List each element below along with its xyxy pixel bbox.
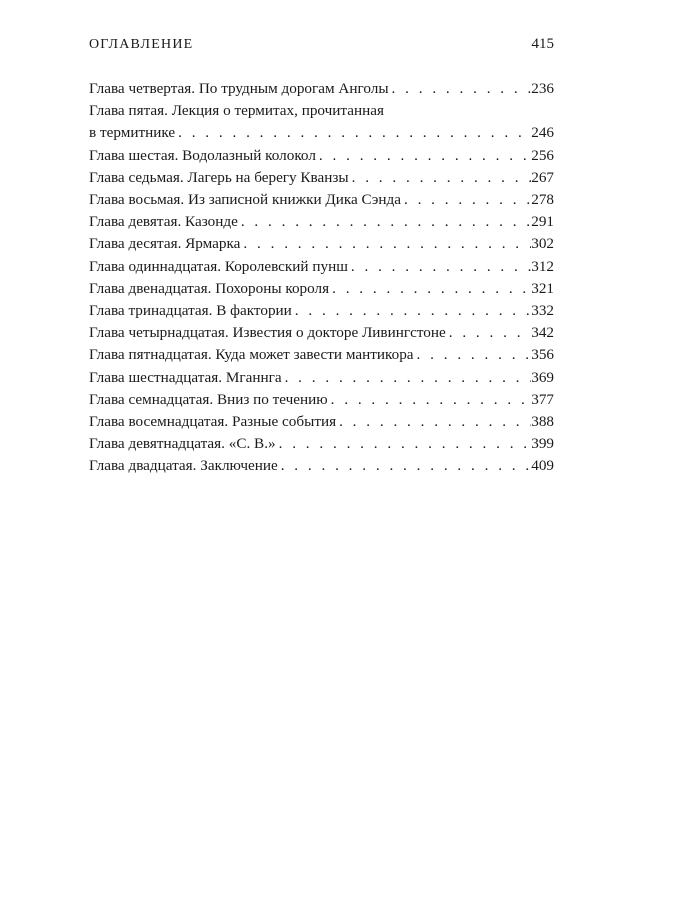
dot-leader bbox=[292, 300, 531, 322]
toc-entry bbox=[89, 344, 554, 366]
dot-leader bbox=[240, 233, 531, 255]
toc-entry-title: Глава одиннадцатая. Королевский пунш bbox=[89, 257, 348, 275]
dot-leader bbox=[238, 211, 531, 233]
toc-entry-title: Глава восемнадцатая. Разные события bbox=[89, 413, 337, 431]
dot-leader bbox=[348, 256, 531, 278]
toc-entry-title: Глава четырнадцатая. Известия о докторе Ливингстоне bbox=[89, 324, 446, 342]
toc-entry bbox=[89, 100, 554, 144]
toc-entry bbox=[89, 233, 554, 255]
toc-entry-page: 236 bbox=[531, 80, 554, 97]
toc-entry bbox=[89, 189, 554, 211]
page-number: 415 bbox=[531, 36, 554, 52]
dot-leader bbox=[401, 189, 531, 211]
toc-entry bbox=[89, 145, 554, 167]
dot-leader bbox=[389, 78, 532, 100]
toc-entry-page: 388 bbox=[531, 413, 554, 431]
toc-entry-page: 321 bbox=[531, 279, 554, 297]
toc-entry-page: 377 bbox=[531, 390, 554, 408]
toc-entry-title: Глава девятнадцатая. «С. В.» bbox=[89, 435, 276, 453]
toc-entry-page: 399 bbox=[531, 435, 554, 453]
toc-entry bbox=[89, 389, 554, 411]
toc-entry bbox=[89, 300, 554, 322]
toc-entry bbox=[89, 322, 554, 344]
toc-entry-title-line2: в термитнике bbox=[89, 124, 176, 142]
toc-entry bbox=[89, 167, 554, 189]
dot-leader bbox=[336, 411, 531, 433]
toc-entry-page: 291 bbox=[531, 213, 554, 231]
toc-entry-page: 246 bbox=[531, 124, 554, 142]
toc-entry-title: Глава шестая. Водолазный колокол bbox=[89, 146, 316, 164]
toc-entry-title: Глава восьмая. Из записной книжки Дика Сэнда bbox=[89, 191, 401, 209]
toc-entry-title: Глава девятая. Казонде bbox=[89, 213, 238, 231]
dot-leader bbox=[414, 344, 532, 366]
toc-entry-page: 312 bbox=[531, 257, 554, 275]
toc-entry bbox=[89, 367, 554, 389]
dot-leader bbox=[175, 122, 531, 144]
toc-entry-page: 409 bbox=[531, 457, 554, 475]
dot-leader bbox=[278, 455, 532, 477]
toc-entry bbox=[89, 78, 554, 100]
toc-entry-title: Глава тринадцатая. В фактории bbox=[89, 302, 292, 320]
toc-entry-title: Глава десятая. Ярмарка bbox=[89, 235, 241, 253]
toc-entry bbox=[89, 411, 554, 433]
toc-entry bbox=[89, 278, 554, 300]
toc-entry-title: Глава четвертая. По трудным дорогам Анголы bbox=[89, 80, 389, 97]
page-header bbox=[89, 36, 554, 60]
section-title: ОГЛАВЛЕНИЕ bbox=[89, 37, 194, 52]
dot-leader bbox=[349, 167, 532, 189]
dot-leader bbox=[328, 389, 532, 411]
toc-entry-title: Глава семнадцатая. Вниз по течению bbox=[89, 390, 328, 408]
toc-entry bbox=[89, 455, 554, 477]
toc-entry bbox=[89, 256, 554, 278]
toc-entry-title: Глава шестнадцатая. Мганнга bbox=[89, 368, 282, 386]
toc-entry-title: Глава седьмая. Лагерь на берегу Кванзы bbox=[89, 168, 349, 186]
toc-entry-page: 369 bbox=[531, 368, 554, 386]
dot-leader bbox=[282, 367, 532, 389]
toc-entry-title: Глава двенадцатая. Похороны короля bbox=[89, 279, 330, 297]
toc-entry-page: 332 bbox=[531, 302, 554, 320]
toc-entry-page: 302 bbox=[531, 235, 554, 253]
toc-entry-title-line1: Глава пятая. Лекция о термитах, прочитанная bbox=[89, 102, 384, 120]
toc-entry-page: 356 bbox=[531, 346, 554, 364]
dot-leader bbox=[276, 433, 532, 455]
dot-leader bbox=[446, 322, 531, 344]
dot-leader bbox=[329, 278, 531, 300]
toc-entry bbox=[89, 211, 554, 233]
toc-entry bbox=[89, 433, 554, 455]
toc-entry-page: 256 bbox=[531, 146, 554, 164]
toc-entry-title: Глава пятнадцатая. Куда может завести мантикора bbox=[89, 346, 414, 364]
table-of-contents bbox=[89, 78, 554, 478]
toc-entry-title: Глава двадцатая. Заключение bbox=[89, 457, 278, 475]
toc-entry-page: 267 bbox=[531, 168, 554, 186]
dot-leader bbox=[316, 145, 531, 167]
toc-entry-page: 278 bbox=[531, 191, 554, 209]
toc-entry-page: 342 bbox=[531, 324, 554, 342]
